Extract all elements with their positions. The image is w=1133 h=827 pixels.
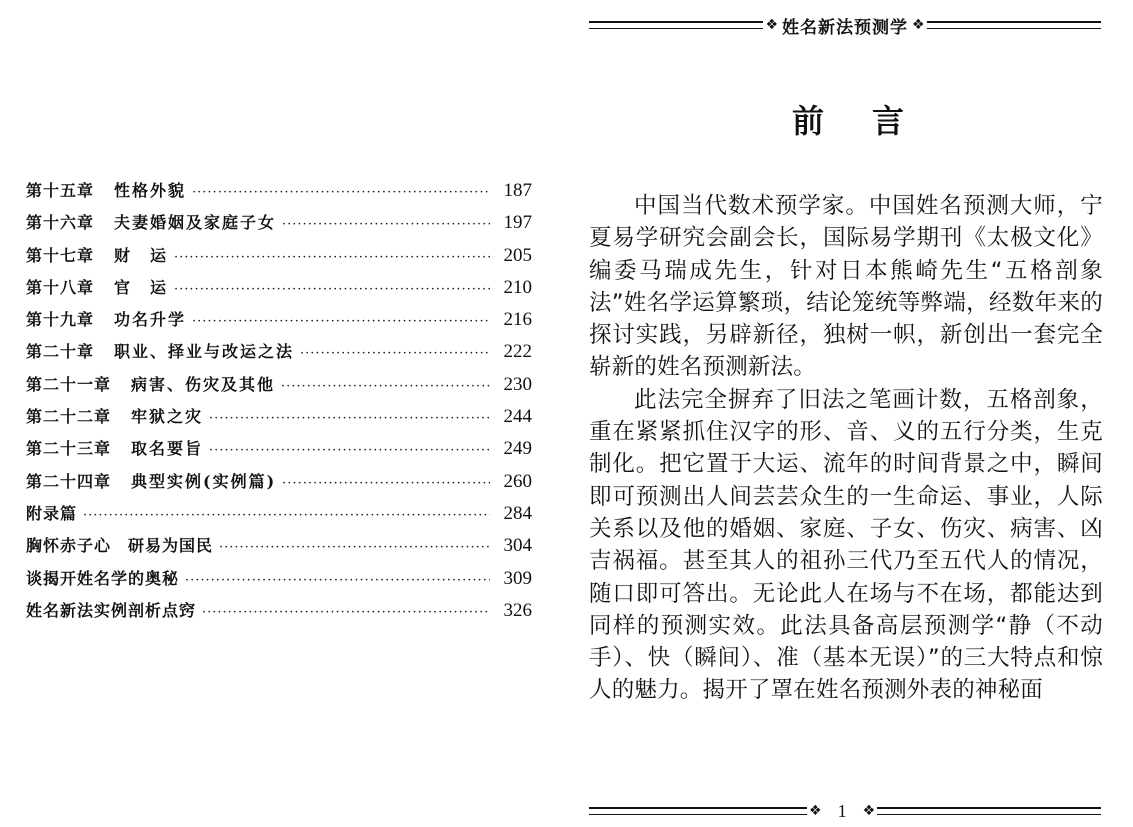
toc-title: 职业、择业与改运之法 xyxy=(114,342,295,362)
page-title: 前言 xyxy=(791,102,952,140)
toc-entry xyxy=(26,275,532,307)
toc-chapter: 第二十二章 xyxy=(26,407,112,427)
toc-page-number: 222 xyxy=(503,341,532,363)
toc-page-number: 210 xyxy=(503,276,532,298)
toc-page-number: 284 xyxy=(503,502,532,524)
paragraph: 此法完全摒弃了旧法之笔画计数，五格剖象，重在紧紧抓住汉字的形、音、义的五行分类，生克制化。把它置于大运、流年的时间背景之中，瞬间即可预测出人间芸芸众生的一生命运、事业，人际关系以及他的婚姻、家庭、子女、伤灾、病害、凶吉祸福。甚至其人的祖孙三代乃至五代人的情况，随口即可答出。无论此人在场与不在场，都能达到同样的预测实效。此法具备高层预测学“静（不动手）、快（瞬间）、准（基本无误）”的三大特点和惊人的魅力。揭开了罩在姓名预测外表的神秘面 xyxy=(589,386,1103,704)
toc-leader-dots xyxy=(202,605,490,620)
toc-entry xyxy=(26,404,532,436)
toc-leader-dots xyxy=(219,540,490,555)
toc-entry xyxy=(26,566,532,598)
footer-rule-left xyxy=(589,807,807,815)
toc-leader-dots xyxy=(174,282,490,297)
toc-leader-dots xyxy=(282,476,490,491)
toc-leader-dots xyxy=(209,411,490,426)
toc-leader-dots xyxy=(209,443,490,458)
preface-body xyxy=(589,190,1103,707)
toc-page-number: 326 xyxy=(503,599,532,621)
toc-chapter: 胸怀赤子心 研易为国民 xyxy=(26,536,214,556)
toc-title: 官 运 xyxy=(114,277,169,297)
toc-entry xyxy=(26,436,532,468)
header-rule-right xyxy=(927,21,1101,29)
toc-chapter: 第十七章 xyxy=(26,245,95,265)
toc-leader-dots xyxy=(83,508,490,523)
toc-entry xyxy=(26,598,532,630)
toc-entry xyxy=(26,178,532,210)
toc-entry xyxy=(26,501,532,533)
toc-leader-dots xyxy=(300,346,490,361)
toc-entry xyxy=(26,210,532,242)
toc-chapter: 姓名新法实例剖析点窍 xyxy=(26,600,197,620)
paragraph: 中国当代数术预学家。中国姓名预测大师，宁夏易学研究会副会长，国际易学期刊《太极文化》编委马瑞成先生，针对日本熊崎先生“五格剖象法”姓名学运算繁琐，结论笼统等弊端，经数年来的探讨实践，另辟新径，独树一帜，新创出一套完全崭新的姓名预测新法。 xyxy=(589,193,1103,381)
toc-title: 性格外貌 xyxy=(114,181,187,200)
diamond-ornament-icon: ❖ xyxy=(765,17,778,33)
toc-page-number: 309 xyxy=(503,567,532,589)
toc-title: 典型实例(实例篇) xyxy=(131,471,277,491)
toc-chapter: 谈揭开姓名学的奥秘 xyxy=(26,568,180,588)
toc-leader-dots xyxy=(192,314,490,329)
toc-entry xyxy=(26,307,532,339)
toc-page-number: 304 xyxy=(503,535,532,557)
diamond-ornament-icon: ❖ xyxy=(862,803,876,819)
header-rule-left xyxy=(589,21,763,29)
table-of-contents xyxy=(26,178,532,630)
toc-title: 夫妻婚姻及家庭子女 xyxy=(114,213,277,233)
toc-chapter: 第二十一章 xyxy=(26,374,112,394)
toc-page-number: 244 xyxy=(503,406,532,428)
right-page xyxy=(575,0,1133,827)
toc-leader-dots xyxy=(282,217,490,232)
diamond-ornament-icon: ❖ xyxy=(912,17,925,33)
toc-page-number: 205 xyxy=(503,244,532,266)
left-page xyxy=(0,0,560,827)
running-footer xyxy=(589,800,1101,822)
toc-chapter: 第十五章 xyxy=(26,181,95,200)
toc-entry xyxy=(26,533,532,565)
toc-chapter: 第十八章 xyxy=(26,277,95,297)
toc-chapter: 附录篇 xyxy=(26,503,78,523)
toc-leader-dots xyxy=(281,379,490,394)
toc-title: 病害、伤灾及其他 xyxy=(131,374,276,394)
toc-page-number: 187 xyxy=(503,180,532,201)
toc-chapter: 第十九章 xyxy=(26,310,95,330)
toc-entry xyxy=(26,469,532,501)
toc-title: 取名要旨 xyxy=(131,439,204,459)
toc-leader-dots xyxy=(185,573,490,588)
toc-page-number: 230 xyxy=(503,373,532,395)
toc-entry xyxy=(26,339,532,371)
toc-title: 牢狱之灾 xyxy=(131,407,204,427)
toc-chapter: 第二十四章 xyxy=(26,471,112,491)
toc-leader-dots xyxy=(174,250,490,265)
toc-chapter: 第十六章 xyxy=(26,213,95,233)
toc-chapter: 第二十章 xyxy=(26,342,95,362)
running-header xyxy=(589,14,1101,36)
toc-leader-dots xyxy=(192,185,490,200)
toc-entry xyxy=(26,372,532,404)
toc-chapter: 第二十三章 xyxy=(26,439,112,459)
toc-page-number: 197 xyxy=(503,212,532,234)
toc-page-number: 216 xyxy=(503,309,532,331)
toc-entry xyxy=(26,243,532,275)
toc-title: 功名升学 xyxy=(114,310,187,330)
page-number: 1 xyxy=(837,800,847,821)
toc-page-number: 260 xyxy=(503,470,532,492)
toc-title: 财 运 xyxy=(114,245,169,265)
toc-page-number: 249 xyxy=(503,438,532,460)
running-header-title: 姓名新法预测学 xyxy=(782,17,908,38)
diamond-ornament-icon: ❖ xyxy=(809,803,822,819)
footer-rule-right xyxy=(877,807,1101,815)
